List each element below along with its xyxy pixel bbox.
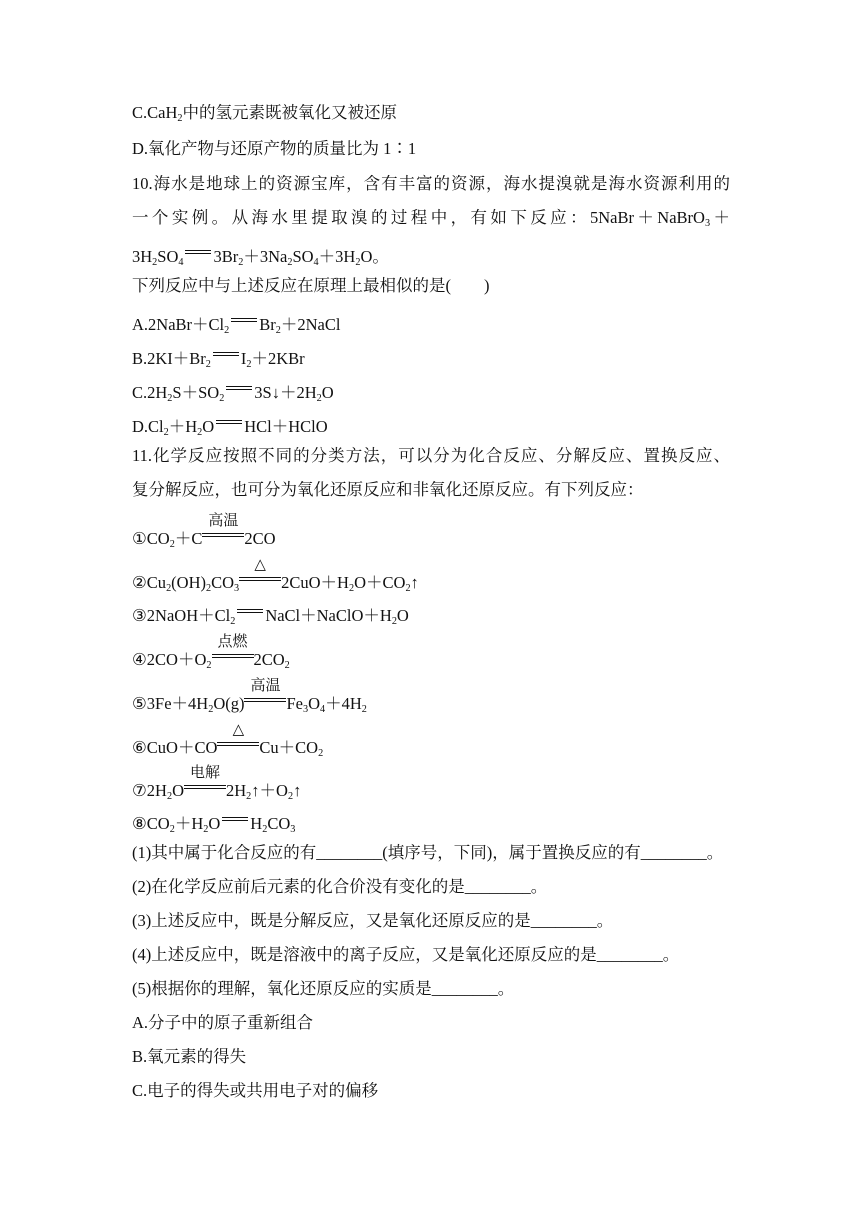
sub-question-1: (1)其中属于化合反应的有________(填序号，下同)，属于置换反应的有________。: [132, 843, 724, 862]
reaction-2-condition: △: [254, 557, 266, 573]
sub-question-3: (3)上述反应中，既是分解反应，又是氧化还原反应的是________。: [132, 911, 614, 930]
option-d-previous: D.氧化产物与还原产物的质量比为 1∶1: [132, 139, 417, 158]
reaction-1: $①CO_2+C$ 高温 2CO: [132, 513, 276, 550]
reaction-2: $②Cu_2(OH)_2CO_3$ △ $2CuO+H_2O+CO_2↑$: [132, 557, 419, 594]
question-10-line-1: 10.海水是地球上的资源宝库，含有丰富的资源，海水提溴就是海水资源利用的: [132, 174, 730, 193]
question-10-option-a: $A.2NaBr+Cl_2$ $Br_2+2NaCl$: [132, 315, 341, 336]
reaction-5: $⑤3Fe+4H_2O(g)$ 高温 $Fe_3O_4+4H_2$: [132, 678, 367, 715]
reaction-6: ⑥CuO＋CO △ $Cu+CO_2$: [132, 722, 324, 759]
reaction-8: $⑧CO_2+H_2O$ $H_2CO_3$: [132, 814, 296, 835]
reaction-5-condition: 高温: [250, 678, 281, 694]
question-10-line-2: 一个实例。从海水里提取溴的过程中，有如下反应：5NaBr＋NaBrO$_3$＋: [132, 208, 730, 229]
question-10-option-d: $D.Cl_2+H_2O$ HCl＋HClO: [132, 417, 328, 438]
reaction-7-condition: 电解: [189, 765, 220, 781]
answer-option-c: C.电子的得失或共用电子对的偏移: [132, 1081, 379, 1100]
reaction-4: $④2CO+O_2$ 点燃 $2CO_2$: [132, 634, 290, 671]
option-c-previous: C.CaH$_2$中的氢元素既被氧化又被还原: [132, 103, 397, 124]
reaction-3: $③2NaOH+Cl_2$ $NaCl+NaClO+H_2O$: [132, 606, 409, 627]
question-11-line-2: 复分解反应，也可分为氧化还原反应和非氧化还原反应。有下列反应：: [132, 480, 644, 499]
reaction-6-condition: △: [232, 722, 245, 738]
reaction-7: $⑦2H_2O$ 电解 $2H_2↑+O_2↑$: [132, 765, 302, 802]
question-11-line-1: 11.化学反应按照不同的分类方法，可以分为化合反应、分解反应、置换反应、: [132, 446, 730, 465]
question-10-option-b: $B.2KI+Br_2$ $I_2+2KBr$: [132, 349, 305, 370]
sub-question-4: (4)上述反应中，既是溶液中的离子反应，又是氧化还原反应的是________。: [132, 945, 680, 964]
reaction-4-condition: 点燃: [217, 634, 248, 650]
question-10-prompt: 下列反应中与上述反应在原理上最相似的是( ): [132, 276, 490, 295]
question-10-option-c: $C.2H_2S+SO_2$ $3S↓+2H_2O$: [132, 383, 334, 404]
reaction-1-condition: 高温: [208, 513, 239, 529]
answer-option-b: B.氧元素的得失: [132, 1047, 247, 1066]
answer-option-a: A.分子中的原子重新组合: [132, 1013, 314, 1032]
sub-question-2: (2)在化学反应前后元素的化合价没有变化的是________。: [132, 877, 548, 896]
question-10-line-3: $3H_2SO_4$ $3Br_2+3Na_2SO_4+3H_2O$。: [132, 247, 389, 268]
sub-question-5: (5)根据你的理解，氧化还原反应的实质是________。: [132, 979, 515, 998]
